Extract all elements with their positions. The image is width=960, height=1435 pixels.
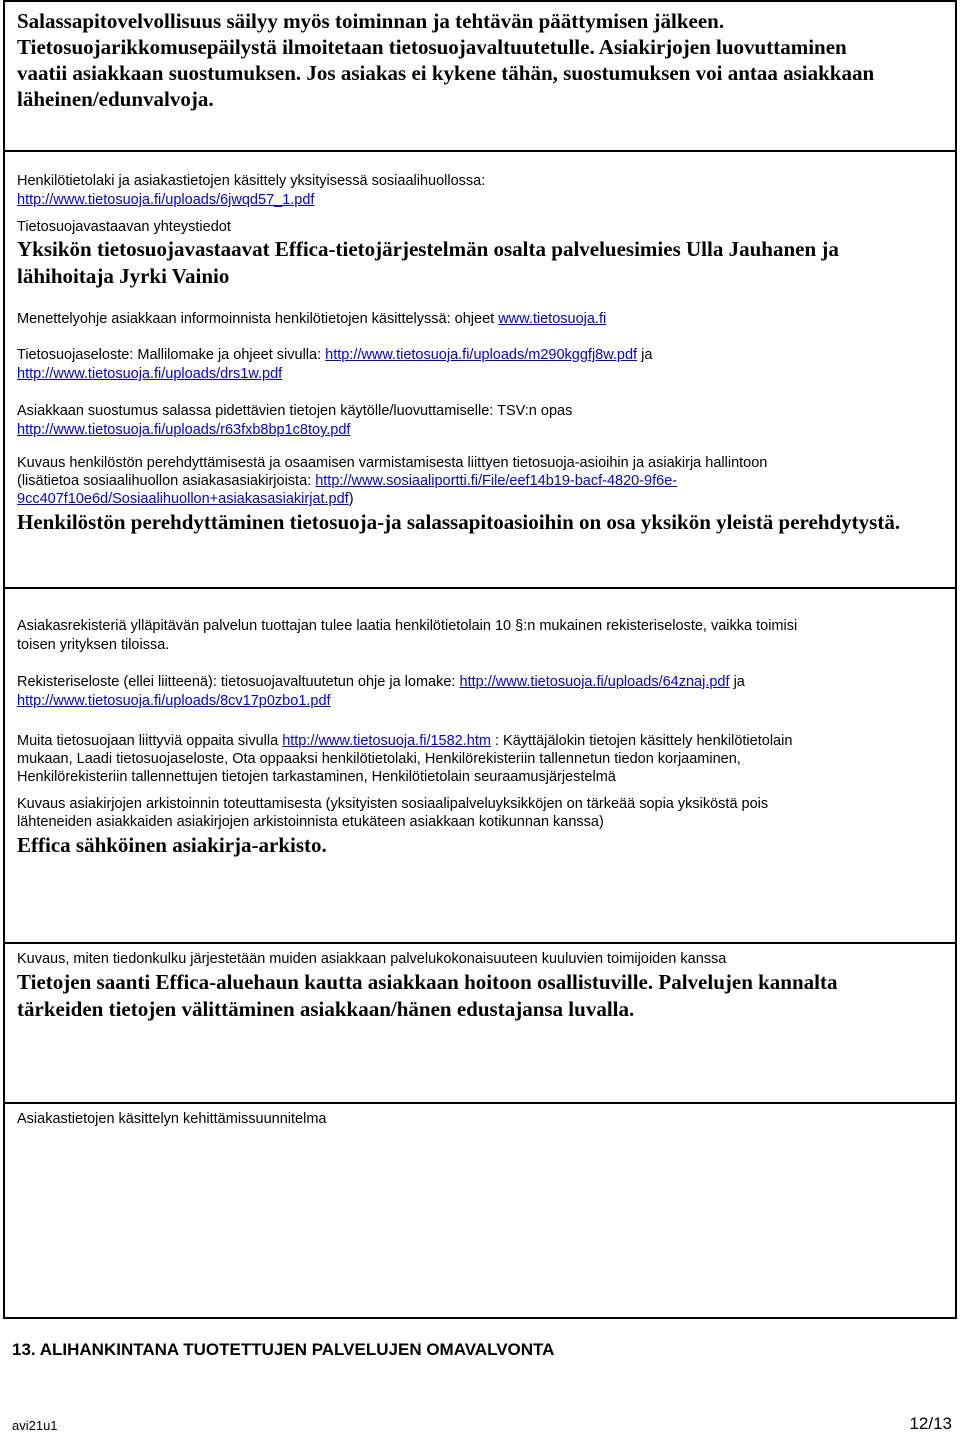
data-protection-box	[3, 150, 957, 587]
archive-line: Kuvaus asiakirjojen arkistoinnin toteuttamisesta (yksityisten sosiaalipalveluyksikköjen on tärkeää sopia yksiköstä pois	[17, 796, 769, 812]
training-link-part1[interactable]: http://www.sosiaaliportti.fi/File/eef14b19-bacf-4820-9f6e-	[315, 473, 678, 489]
confidentiality-line: Tietosuojarikkomusepäilystä ilmoitetaan tietosuojavaltuutetulle. Asiakirjojen luovuttaminen	[17, 35, 847, 59]
statement-link-2[interactable]: http://www.tietosuoja.fi/uploads/drs1w.pdf	[17, 366, 283, 382]
privacy-law-label: Henkilötietolaki ja asiakastietojen käsittely yksityisessä sosiaalihuollossa:	[17, 173, 486, 189]
other-guides-link[interactable]: http://www.tietosuoja.fi/1582.htm	[282, 733, 491, 749]
confidentiality-box	[3, 0, 957, 150]
consent-label: Asiakkaan suostumus salassa pidettävien tietojen käytölle/luovuttamiselle: TSV:n opas	[17, 403, 573, 419]
flow-label: Kuvaus, miten tiedonkulku järjestetään muiden asiakkaan palvelukokonaisuuteen kuuluvien toimijoiden kanssa	[17, 951, 727, 967]
archive-bold: Effica sähköinen asiakirja-arkisto.	[17, 833, 327, 857]
confidentiality-line: läheinen/edunvalvoja.	[17, 87, 214, 111]
flow-bold-line: Tietojen saanti Effica-aluehaun kautta asiakkaan hoitoon osallistuville. Palvelujen kannalta	[17, 970, 838, 994]
section-heading: 13. ALIHANKINTANA TUOTETTUJEN PALVELUJEN OMAVALVONTA	[12, 1340, 555, 1359]
statement-and: ja	[641, 347, 653, 363]
confidentiality-line: vaatii asiakkaan suostumuksen. Jos asiakas ei kykene tähän, suostumuksen voi antaa asiakkaan	[17, 61, 875, 85]
other-guides-line: Henkilörekisteriin tallennettujen tietojen tarkastaminen, Henkilötietolain seuraamusjärjestelmä	[17, 769, 616, 785]
other-guides-label: Muita tietosuojaan liittyviä oppaita sivulla	[17, 733, 279, 749]
other-guides-line: mukaan, Laadi tietosuojaseloste, Ota oppaaksi henkilötietolaki, Henkilörekisteriin tallennetun tiedon korjaaminen,	[17, 751, 741, 767]
training-link-part2[interactable]: 9cc407f10e6d/Sosiaalihuollon+asiakasasiakirjat.pdf	[17, 491, 349, 507]
register-line: Asiakasrekisteriä ylläpitävän palvelun tuottajan tulee laatia henkilötietolain 10 §:n mukainen rekisteriseloste, vaikka toimisi	[17, 618, 798, 634]
training-line: Kuvaus henkilöstön perehdyttämisestä ja osaamisen varmistamisesta liittyen tietosuoja-asioihin ja asiakirja hallintoon	[17, 455, 768, 471]
statement-label: Tietosuojaseloste: Mallilomake ja ohjeet sivulla:	[17, 347, 322, 363]
contact-label: Tietosuojavastaavan yhteystiedot	[17, 219, 231, 235]
register-stmt-label: Rekisteriseloste (ellei liitteenä): tietosuojavaltuutetun ohje ja lomake:	[17, 674, 456, 690]
contact-bold-line: Yksikön tietosuojavastaavat Effica-tietojärjestelmän osalta palveluesimies Ulla Jauhanen ja	[17, 237, 839, 261]
procedure-link[interactable]: www.tietosuoja.fi	[498, 311, 607, 327]
footer-code: avi21u1	[12, 1418, 58, 1433]
privacy-law-link[interactable]: http://www.tietosuoja.fi/uploads/6jwqd57_1.pdf	[17, 192, 315, 208]
register-stmt-and: ja	[733, 674, 745, 690]
contact-bold-line: lähihoitaja Jyrki Vainio	[17, 264, 230, 288]
register-stmt-link-2[interactable]: http://www.tietosuoja.fi/uploads/8cv17p0zbo1.pdf	[17, 693, 331, 709]
procedure-label: Menettelyohje asiakkaan informoinnista henkilötietojen käsittelyssä: ohjeet	[17, 311, 495, 327]
confidentiality-line: Salassapitovelvollisuus säilyy myös toiminnan ja tehtävän päättymisen jälkeen.	[17, 9, 725, 33]
consent-link[interactable]: http://www.tietosuoja.fi/uploads/r63fxb8bp1c8toy.pdf	[17, 422, 351, 438]
archive-line: lähteneiden asiakkaiden asiakirjojen arkistoinnista etukäteen asiakkaan kotikunnan kanssa)	[17, 814, 604, 830]
development-plan-box	[3, 1102, 957, 1319]
register-stmt-link-1[interactable]: http://www.tietosuoja.fi/uploads/64znaj.pdf	[459, 674, 730, 690]
training-prefix: (lisätietoa sosiaalihuollon asiakasasiakirjoista:	[17, 473, 312, 489]
register-line: toisen yrityksen tiloissa.	[17, 637, 170, 653]
info-flow-box	[3, 942, 957, 1102]
page-number: 12/13	[909, 1414, 952, 1433]
other-guides-rest: : Käyttäjälokin tietojen käsittely henkilötietolain	[490, 733, 793, 749]
flow-bold-line: tärkeiden tietojen välittäminen asiakkaan/hänen edustajansa luvalla.	[17, 997, 635, 1021]
register-box	[3, 587, 957, 942]
plan-label: Asiakastietojen käsittelyn kehittämissuunnitelma	[17, 1111, 327, 1127]
training-suffix: )	[348, 491, 354, 507]
statement-link-1[interactable]: http://www.tietosuoja.fi/uploads/m290kggfj8w.pdf	[325, 347, 638, 363]
training-bold: Henkilöstön perehdyttäminen tietosuoja-ja salassapitoasioihin on osa yksikön yleistä perehdytystä.	[17, 510, 901, 534]
